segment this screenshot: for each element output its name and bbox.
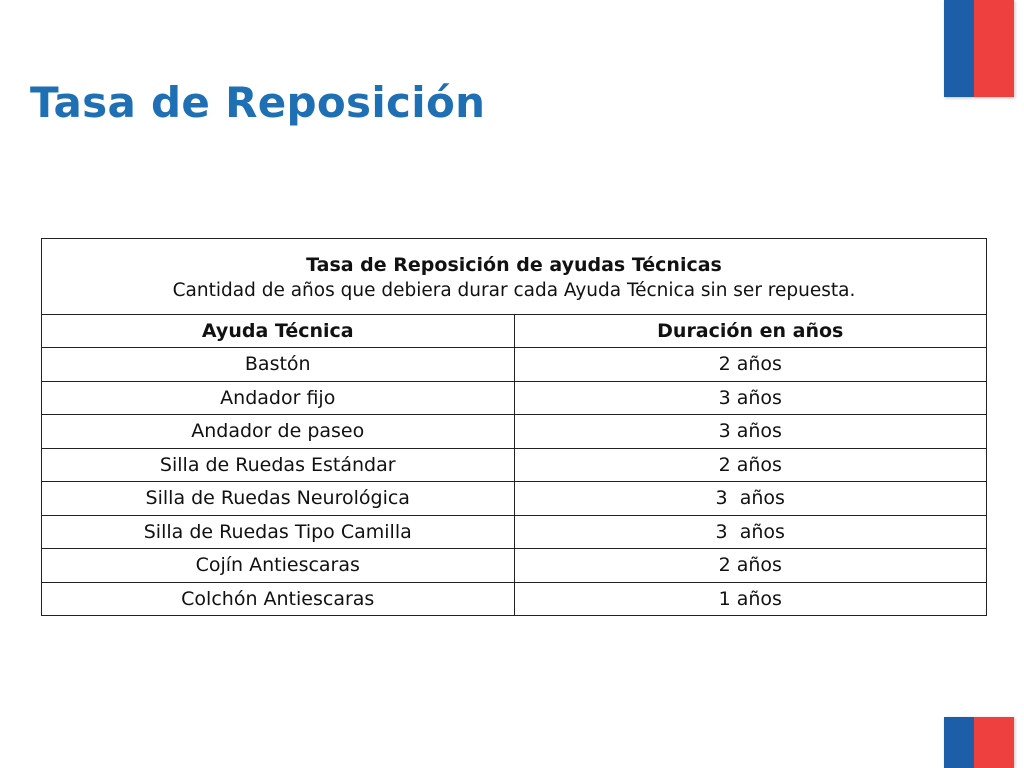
replacement-rate-table <box>41 238 987 616</box>
duration-cell: 3 años <box>514 415 987 449</box>
aid-cell: Silla de Ruedas Estándar <box>42 448 515 482</box>
duration-cell: 3 años <box>514 381 987 415</box>
table-row <box>42 549 987 583</box>
flag-decoration-bottom <box>944 717 1014 768</box>
aid-cell: Silla de Ruedas Tipo Camilla <box>42 515 515 549</box>
duration-cell: 2 años <box>514 448 987 482</box>
table-row <box>42 448 987 482</box>
aid-cell: Bastón <box>42 348 515 382</box>
table-row <box>42 381 987 415</box>
column-header-aid: Ayuda Técnica <box>42 315 515 348</box>
duration-cell: 3 años <box>514 482 987 516</box>
table-row <box>42 482 987 516</box>
table-row <box>42 348 987 382</box>
table-row <box>42 515 987 549</box>
aid-cell: Silla de Ruedas Neurológica <box>42 482 515 516</box>
aid-cell: Andador fijo <box>42 381 515 415</box>
aid-cell: Andador de paseo <box>42 415 515 449</box>
duration-cell: 3 años <box>514 515 987 549</box>
table-row <box>42 415 987 449</box>
duration-cell: 2 años <box>514 549 987 583</box>
column-header-duration: Duración en años <box>514 315 987 348</box>
table-caption-subtitle: Cantidad de años que debiera durar cada Ayuda Técnica sin ser repuesta. <box>172 280 856 301</box>
table-header-row <box>42 315 987 348</box>
duration-cell: 1 años <box>514 582 987 616</box>
aid-cell: Colchón Antiescaras <box>42 582 515 616</box>
aid-cell: Cojín Antiescaras <box>42 549 515 583</box>
duration-cell: 2 años <box>514 348 987 382</box>
flag-decoration-top <box>944 0 1014 97</box>
table-caption <box>42 239 987 315</box>
table-caption-title: Tasa de Reposición de ayudas Técnicas <box>306 254 722 276</box>
table-row <box>42 582 987 616</box>
slide-title: Tasa de Reposición <box>30 78 486 127</box>
